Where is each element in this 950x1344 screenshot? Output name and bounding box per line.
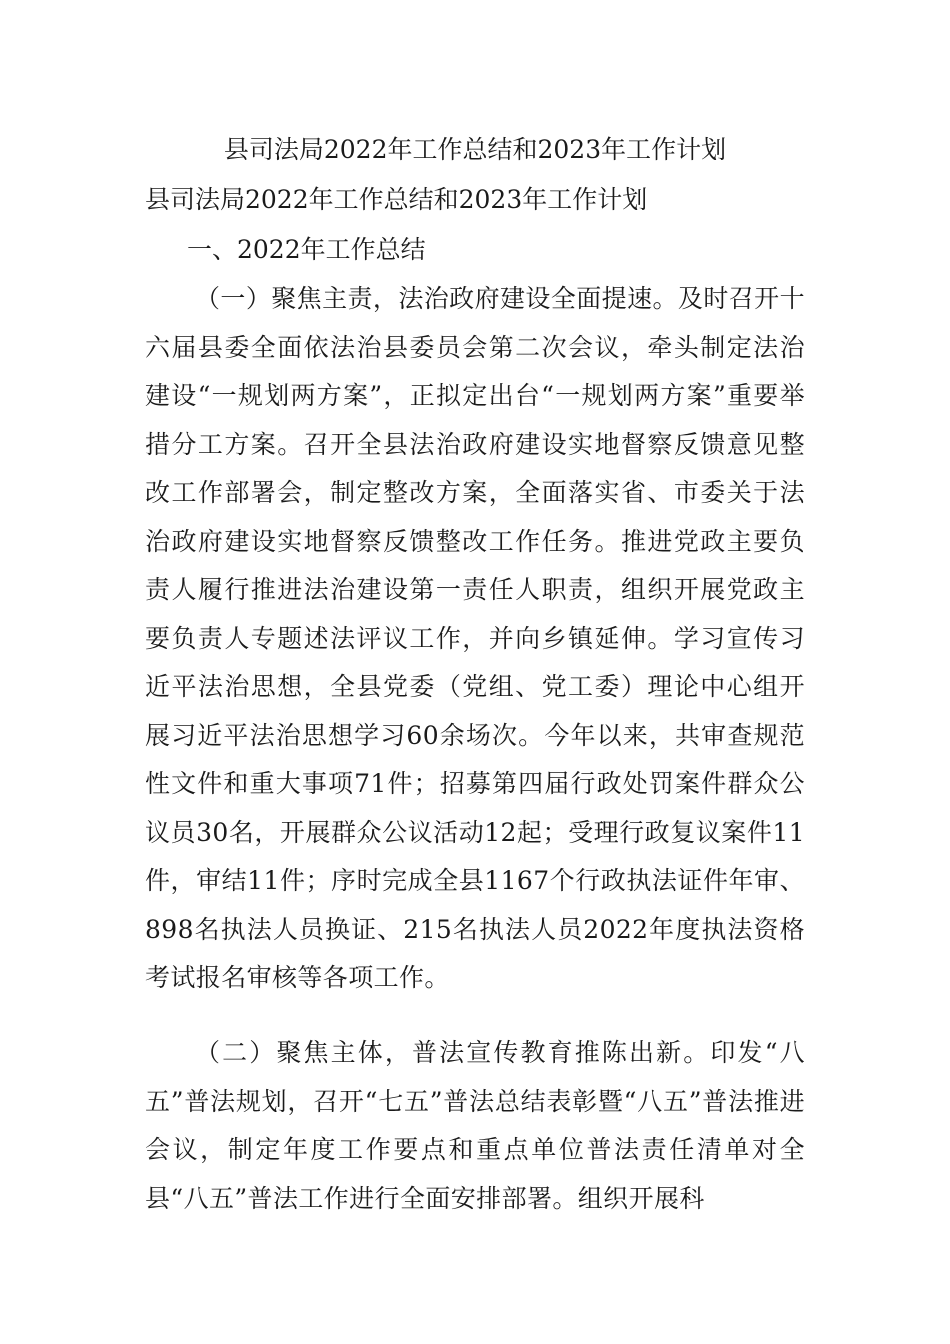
paragraph-2: （二）聚焦主体，普法宣传教育推陈出新。印发“八五”普法规划，召开“七五”普法总结表彰暨“八五”普法推进会议，制定年度工作要点和重点单位普法责任清单对全县“八五”普法工作进行全面安排部署。组织开展科 <box>145 1038 805 1213</box>
paragraph-1: （一）聚焦主责，法治政府建设全面提速。及时召开十六届县委全面依法治县委员会第二次会议，牵头制定法治建设“一规划两方案”，正拟定出台“一规划两方案”重要举措分工方案。召开全县法治政府建设实地督察反馈意见整改工作部署会，制定整改方案，全面落实省、市委关于法治政府建设实地督察反馈整改工作任务。推进党政主要负责人履行推进法治建设第一责任人职责，组织开展党政主要负责人专题述法评议工作，并向乡镇延伸。学习宣传习近平法治思想，全县党委（党组、党工委）理论中心组开展习近平法治思想学习60余场次。今年以来，共审查规范性文件和重大事项71件；招募第四届行政处罚案件群众公议员30名，开展群众公议活动12起；受理行政复议案件11件，审结11件；序时完成全县1167个行政执法证件年审、898名执法人员换证、215名执法人员2022年度执法资格考试报名审核等各项工作。 <box>145 284 805 992</box>
section-heading: 一、2022年工作总结 <box>187 235 426 264</box>
document-title: 县司法局2022年工作总结和2023年工作计划 <box>223 135 727 164</box>
document-subtitle: 县司法局2022年工作总结和2023年工作计划 <box>145 185 648 214</box>
